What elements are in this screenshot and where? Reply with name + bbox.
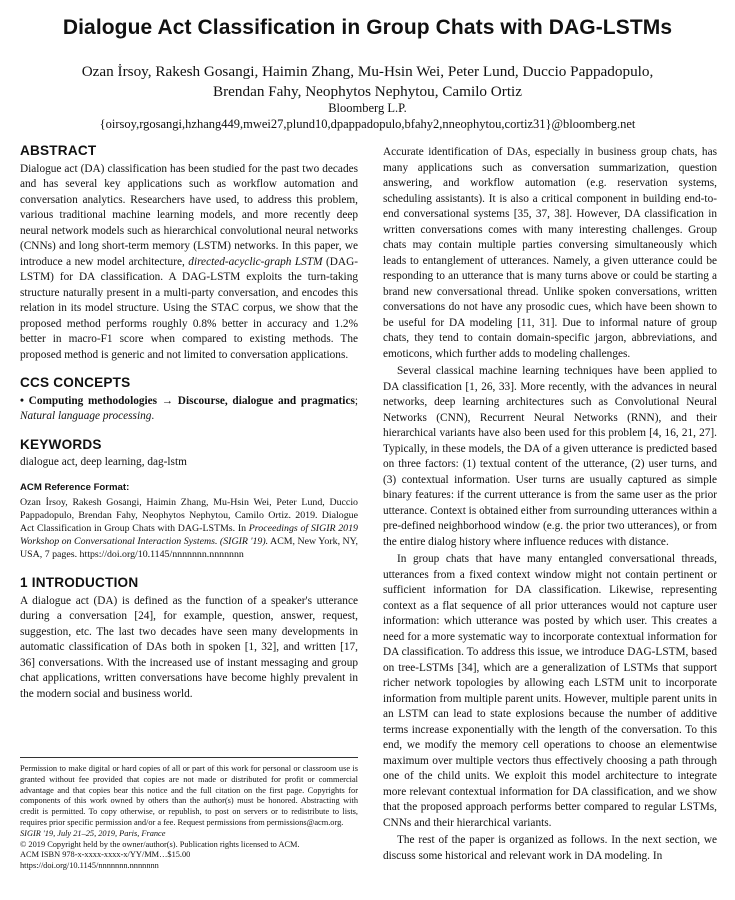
copyright-footnote bbox=[20, 757, 358, 872]
left-column bbox=[20, 143, 358, 702]
isbn-line: ACM ISBN 978-x-xxxx-xxxx-x/YY/MM…$15.00 bbox=[20, 850, 191, 860]
acm-reference-part-1: Ozan İrsoy, Rakesh Gosangi, Haimin Zhang, Mu-Hsin Wei, Peter Lund, Duccio Pappadopulo, Brendan Fahy, Neophytos Nephytou, Camilo Ortiz. 2019. Dialogue Act Classification in Group Chats with DAG-LSTMs. In bbox=[20, 497, 358, 535]
abstract-emphasis: directed-acyclic-graph LSTM bbox=[188, 255, 323, 268]
right-paragraph-3: In group chats that have many entangled conversational threads, utterances from a fixed context window might not contain pertinent or sufficient information for DA classification. Likewise, representing context as a flat sequence of all prior utterances would not capture user information: which utterance was posted by which user. This creates a need for a more systematic way to incorporate contextual information for DA classification. To address this issue, we introduce DAG-LSTM, based on tree-LSTMs [34], which are a generalization of LSTMs that support richer network topologies by allowing each LSTM unit to incorporate information from multiple parent units. However, multiple parent units in an LSTM can lead to state explosions because the number of additive terms increase exponentially with the length of the conversation. To this end, we modify the memory cell operations to choose an elementwise maximum over multiple vectors thus effectively choosing a path through one of the child units. We exploit this model architecture to integrate more relevant contextual information for DA classification, and we show that the proposed approach performs better compared to regular LSTMs, CNNs and their hierarchical variants. bbox=[383, 553, 717, 829]
doi-line: https://doi.org/10.1145/nnnnnnn.nnnnnnn bbox=[20, 861, 159, 871]
permission-notice: Permission to make digital or hard copies of all or part of this work for personal or classroom use is granted without fee provided that copies are not made or distributed for profit or commercial advantage and that copies bear this notice and the full citation on the first page. Copyrights for components of this work owned by others than the author(s) must be honored. Abstracting with credit is permitted. To copy otherwise, or republish, to post on servers or to redistribute to lists, requires prior specific permission and/or a fee. Request permissions from permissions@acm.org. bbox=[20, 764, 358, 827]
acm-reference-emphasis: Proceedings of SIGIR 2019 Workshop on Conversational Interaction Systems. (SIGIR '19). bbox=[20, 523, 358, 548]
author-list bbox=[40, 62, 695, 102]
ccs-separator: ; bbox=[354, 394, 358, 407]
ccs-heading: CCS CONCEPTS bbox=[20, 375, 131, 390]
right-column bbox=[383, 145, 717, 864]
author-line-1: Ozan İrsoy, Rakesh Gosangi, Haimin Zhang, Mu-Hsin Wei, Peter Lund, Duccio Pappadopulo, bbox=[81, 63, 654, 80]
abstract-part-2: (DAG-LSTM) for DA classification. A DAG-LSTM exploits the turn-taking structure naturally present in a multi-party conversation, and encodes this relation in its model structure. Using the STAC corpus, we show that the proposed method performs roughly 0.8% better in accuracy and 1.2% better in macro-F1 score when compared to existing methods. The proposed method is generic and not limited to conversation applications. bbox=[20, 255, 358, 361]
keywords-text: dialogue act, deep learning, dag-lstm bbox=[20, 456, 187, 468]
right-paragraph-2: Several classical machine learning techniques have been applied to DA classification [1, 26, 33]. More recently, with the advances in neural networks, deep learning architectures such as Convolutional Neural Networks (CNN), Recurrent Neural Networks (RNN), and their hierarchical variants have also been used for this problem [4, 16, 21, 27]. Typically, in these models, the DA of a given utterance is predicted based on three factors: (1) textual content of the utterance, (2) user turns, and (3) contextual information. User turns are usually captured as simple binary features: if the current utterance is from the same user as the prior utterance. Context is obtained either from surrounding utterances within a pre-defined neighborhood window (e.g. the prior two utterances), or from the entire dialog history where influence reduces with distance. bbox=[383, 365, 717, 548]
acm-reference-part-2: ACM, New York, NY, USA, 7 pages. https://doi.org/10.1145/nnnnnnn.nnnnnnn bbox=[20, 536, 358, 561]
ccs-end: . bbox=[151, 410, 155, 422]
keywords-heading: KEYWORDS bbox=[20, 436, 102, 452]
acm-reference-heading: ACM Reference Format: bbox=[20, 481, 130, 493]
abstract-part-1: Dialogue act (DA) classification has been studied for the past two decades and has several key applications such as workflow automation and conversation analytics. Researchers have used, to address this problem, various traditional machine learning models, and more recently deep neural network models such as hierarchical convolutional neural networks (CNNs) and long short-term memory (LSTM) networks. In this paper, we introduce a new model architecture, bbox=[20, 162, 358, 268]
copyright-line: © 2019 Copyright held by the owner/author(s). Publication rights licensed to ACM. bbox=[20, 839, 300, 849]
paper-title: Dialogue Act Classification in Group Chats with DAG-LSTMs bbox=[62, 16, 673, 39]
introduction-heading: 1 INTRODUCTION bbox=[20, 575, 139, 591]
venue-line: SIGIR '19, July 21–25, 2019, Paris, France bbox=[20, 828, 166, 838]
introduction-paragraph: A dialogue act (DA) is defined as the function of a speaker's utterance during a conversation [24], for example, question, answer, request, suggestion, etc. The last two decades have seen many developments in automatic classification of DAs both in spoken [1, 32], and written [17, 36] conversations. With the increased use of instant messaging and group chat applications, written conversations have become highly prevalent in the modern social and business world. bbox=[20, 594, 358, 700]
abstract-heading: ABSTRACT bbox=[20, 143, 97, 158]
abstract-text bbox=[20, 162, 358, 364]
right-paragraph-4: The rest of the paper is organized as follows. In the next section, we discuss some historical and relevant work in DA modeling. In bbox=[383, 834, 717, 862]
ccs-text bbox=[20, 394, 358, 425]
right-paragraph-1: Accurate identification of DAs, especially in business group chats, has many applications such as conversation summarization, question answering, and workflow automation (e.g. reservation systems, scheduling assistants). It is also a critical component in building end-to-end conversational systems [35, 37, 38]. However, DA classification in written conversations comes with many interesting challenges. Group chats may contain multiple parties conversing simultaneously which leads to entanglement of utterances. Namely, a given utterance could be responding to an utterance that is many turns above or could be starting a brand new conversational thread. Unlike spoken conversations, written conversations do not have any prosodic cues, which have been shown to be useful for DA modeling [11, 31]. Due to informal nature of group chats, they tend to contain domain-specific jargon, abbreviations, and emoticons, which further adds to modeling challenges. bbox=[383, 146, 717, 360]
ccs-emphasis: Natural language processing bbox=[20, 410, 152, 422]
affiliation: Bloomberg L.P. bbox=[328, 101, 407, 115]
acm-reference-text bbox=[20, 496, 358, 561]
ccs-bullet: • Computing methodologies → Discourse, dialogue and pragmatics bbox=[20, 394, 355, 407]
author-emails: {oirsoy,rgosangi,hzhang449,mwei27,plund10,dpappadopulo,bfahy2,nneophytou,cortiz31}@bloomberg.net bbox=[99, 117, 636, 131]
author-line-2: Brendan Fahy, Neophytos Nephytou, Camilo Ortiz bbox=[212, 83, 523, 100]
